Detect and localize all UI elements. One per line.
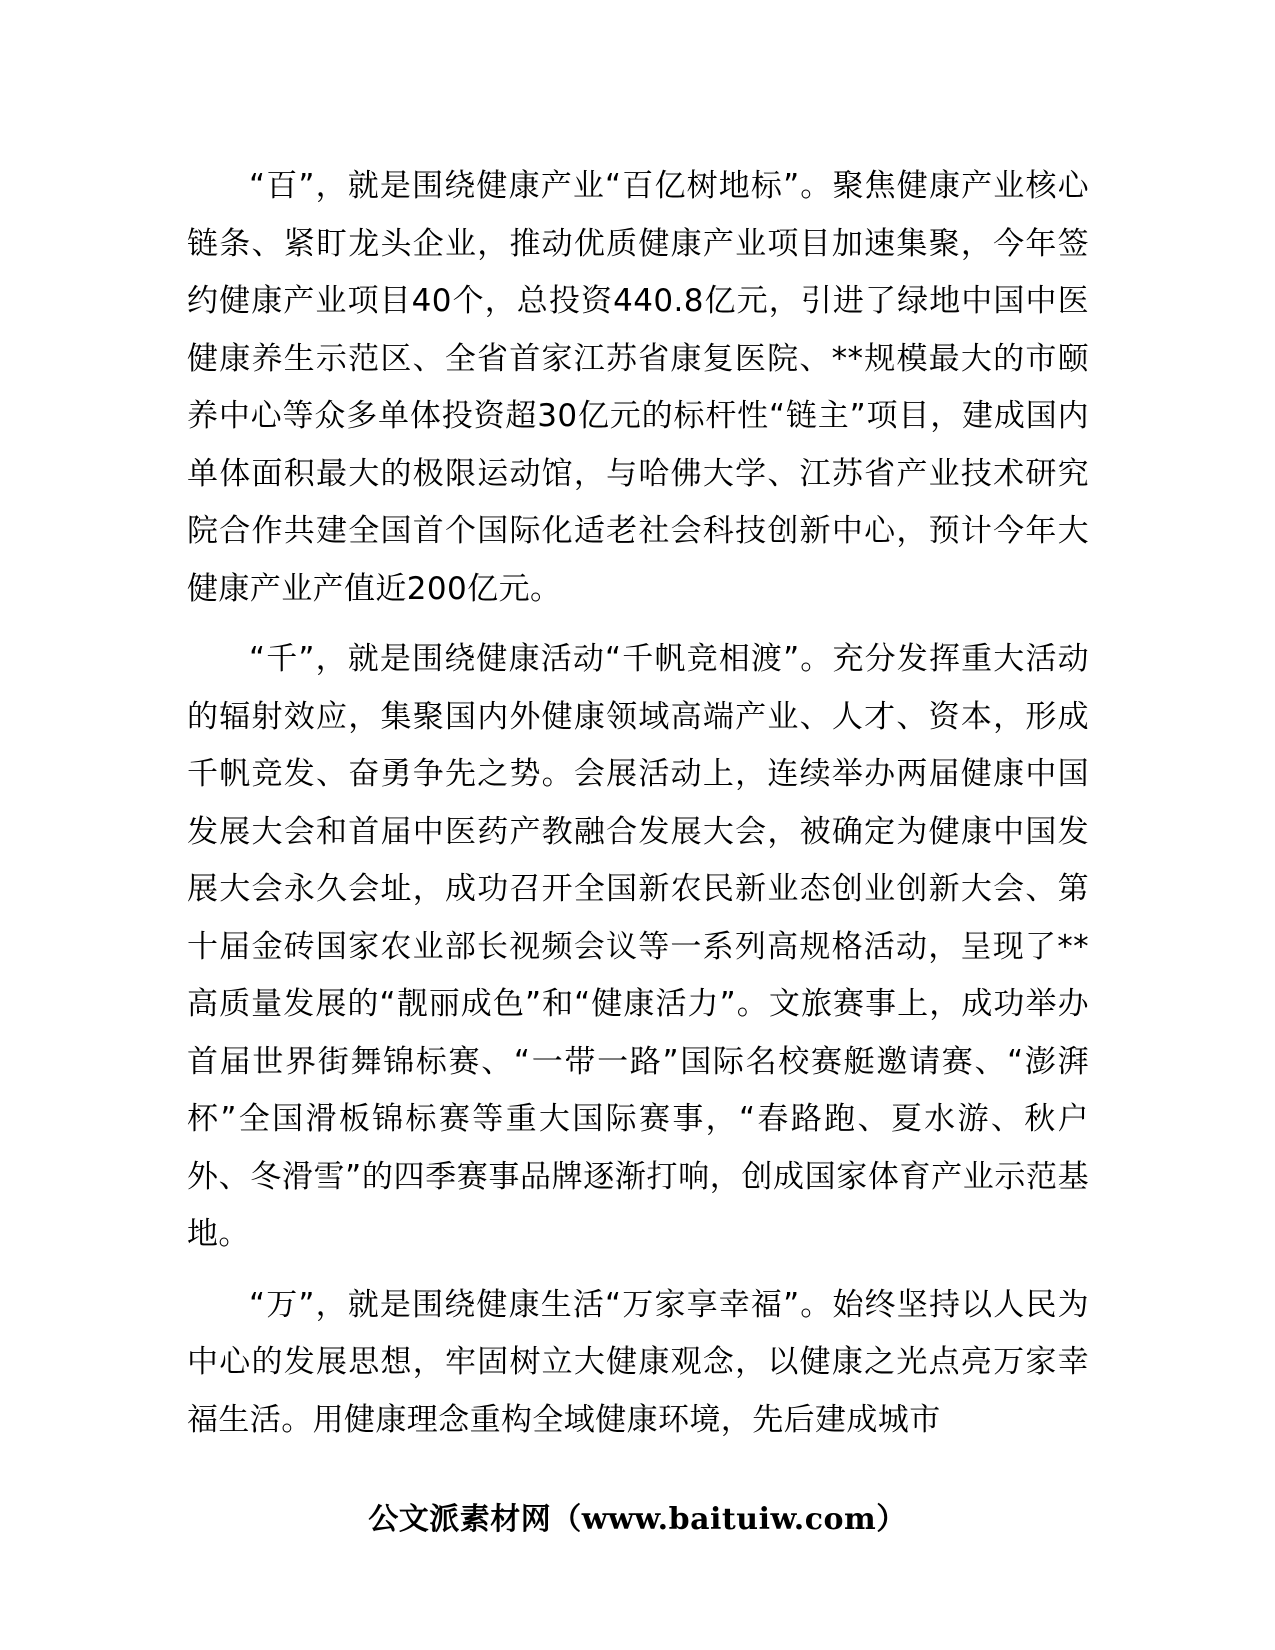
paragraph-qian: “千”，就是围绕健康活动“千帆竞相渡”。充分发挥重大活动的辐射效应，集聚国内外健康领域高端产业、人才、资本，形成千帆竞发、奋勇争先之势。会展活动上，连续举办两届健康中国发展大会和首届中医药产教融合发展大会，被确定为健康中国发展大会永久会址，成功召开全国新农民新业态创业创新大会、第十届金砖国家农业部长视频会议等一系列高规格活动，呈现了**高质量发展的“靓丽成色”和“健康活力”。文旅赛事上，成功举办首届世界街舞锦标赛、“一带一路”国际名校赛艇邀请赛、“澎湃杯”全国滑板锦标赛等重大国际赛事，“春路跑、夏水游、秋户外、冬滑雪”的四季赛事品牌逐渐打响，创成国家体育产业示范基地。 bbox=[187, 641, 1090, 1252]
paragraph-bai: “百”，就是围绕健康产业“百亿树地标”。聚焦健康产业核心链条、紧盯龙头企业，推动优质健康产业项目加速集聚，今年签约健康产业项目40个，总投资440.8亿元，引进了绿地中国中医健康养生示范区、全省首家江苏省康复医院、**规模最大的市颐养中心等众多单体投资超30亿元的标杆性“链主”项目，建成国内单体面积最大的极限运动馆，与哈佛大学、江苏省产业技术研究院合作共建全国首个国际化适老社会科技创新中心，预计今年大健康产业产值近200亿元。 bbox=[187, 168, 1090, 607]
document-body bbox=[187, 158, 1089, 1462]
paragraph-wan: “万”，就是围绕健康生活“万家享幸福”。始终坚持以人民为中心的发展思想，牢固树立大健康观念，以健康之光点亮万家幸福生活。用健康理念重构全域健康环境，先后建成城市 bbox=[187, 1286, 1090, 1438]
footer-watermark: 公文派素材网（www.baituiw.com） bbox=[368, 1502, 907, 1537]
